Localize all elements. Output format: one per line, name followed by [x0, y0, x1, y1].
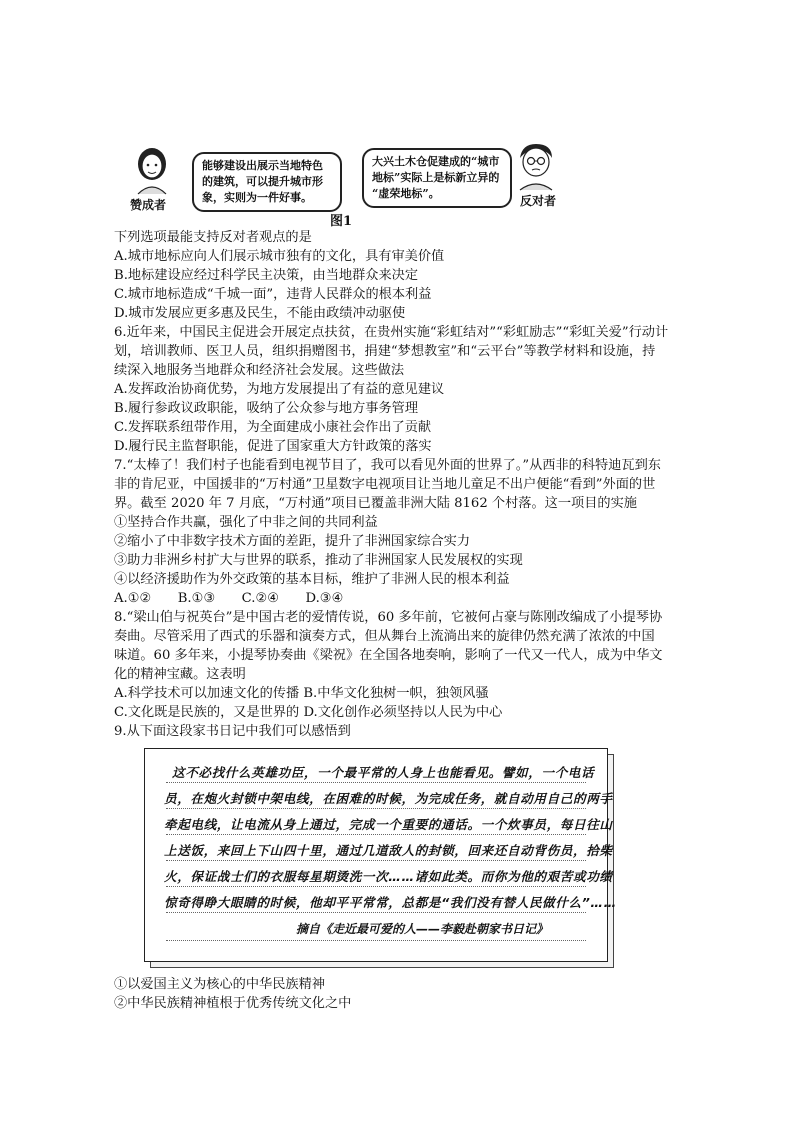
opponent-text-2: 地标”实际上是标新立异的	[372, 171, 500, 184]
diary-source: 摘自《走近最可爱的人——李毅赴朝家书日记》	[296, 922, 549, 936]
q7-item-3: ③助力非洲乡村扩大与世界的联系，推动了非洲国家人民发展权的实现	[114, 553, 523, 568]
q7-item-4: ④以经济援助作为外交政策的基本目标，维护了非洲人民的根本利益	[114, 572, 510, 587]
q6-line-1: 6.近年来，中国民主促进会开展定点扶贫，在贵州实施“彩虹结对”“彩虹励志”“彩虹关爱”行动计	[114, 325, 669, 340]
question-stem: 下列选项最能支持反对者观点的是	[114, 230, 312, 245]
q6-line-2: 划，培训教师、医卫人员，组织捐赠图书，捐建“梦想教室”和“云平台”等教学材料和设施，持	[114, 344, 656, 359]
q8-line-3: 味道。60 多年来，小提琴协奏曲《梁祝》在全国各地奏响，影响了一代又一代人，成为中华文	[114, 648, 663, 663]
diary-line-6: 惊奇得睁大眼睛的时候，他却平平常常，总都是“我们没有替人民做什么”……	[164, 895, 617, 910]
figure-1	[112, 140, 612, 229]
diary-rule	[166, 912, 586, 913]
q6-line-3: 续深入地服务当地群众和经济社会发展。这些做法	[114, 363, 405, 378]
q8-options-cd: C.文化既是民族的，又是世界的 D.文化创作必须坚持以人民为中心	[114, 705, 503, 720]
opponent-text-1: 大兴土木仓促建成的“城市	[372, 155, 500, 168]
q8-options-ab: A.科学技术可以加速文化的传播 B.中华文化独树一帜，独领风骚	[114, 686, 489, 701]
option-a: A.城市地标应向人们展示城市独有的文化，具有审美价值	[114, 249, 445, 264]
q9-stem: 9.从下面这段家书日记中我们可以感悟到	[114, 724, 351, 739]
figure-caption: 图1	[330, 214, 353, 229]
q7-item-1: ①坚持合作共赢，强化了中非之间的共同利益	[114, 515, 378, 530]
option-c: C.城市地标造成“千城一面”，违背人民群众的根本利益	[114, 287, 432, 302]
option-b: B.地标建设应经过科学民主决策，由当地群众来决定	[114, 268, 419, 283]
supporter	[130, 144, 190, 214]
diary-rule	[166, 860, 586, 861]
q6-option-a: A.发挥政治协商优势，为地方发展提出了有益的意见建议	[114, 382, 445, 397]
supporter-label: 赞成者	[130, 198, 167, 212]
diary-rule	[166, 834, 586, 835]
supporter-bubble	[192, 152, 342, 212]
q8-line-1: 8.“梁山伯与祝英台”是中国古老的爱情传说，60 多年前，它被何占豪与陈刚改编成了小提琴协	[114, 610, 663, 625]
diary-line-5: 火，保证战士们的衣服每星期烫洗一次……诸如此类。而你为他的艰苦或功绩	[164, 869, 613, 884]
q6-option-b: B.履行参政议政职能，吸纳了公众参与地方事务管理	[114, 401, 419, 416]
diary-rule	[166, 886, 586, 887]
diary-rule	[166, 808, 586, 809]
opponent-text-3: “虚荣地标”。	[372, 187, 440, 200]
supporter-text-1: 能够建设出展示当地特色	[202, 159, 323, 172]
q7-options: A.①② B.①③ C.②④ D.③④	[114, 591, 344, 606]
option-d: D.城市发展应更多惠及民生，不能由政绩冲动驱使	[114, 306, 406, 321]
opponent-bubble	[362, 148, 512, 208]
diary-excerpt	[136, 742, 616, 970]
diary-line-4: 上送饭，来回上下山四十里，通过几道敌人的封锁，回来还自动背伤员，拾柴	[164, 843, 613, 858]
diary-rule	[166, 940, 586, 941]
q7-line-3: 界。截至 2020 年 7 月底，“万村通”项目已覆盖非洲大陆 8162 个村落。这一项目的实施	[114, 496, 637, 511]
q6-option-c: C.发挥联系纽带作用，为全面建成小康社会作出了贡献	[114, 420, 432, 435]
q7-line-2: 非的肯尼亚，中国援非的“万村通”卫星数字电视项目让当地儿童足不出户便能“看到”外面的世	[114, 477, 656, 492]
q7-line-1: 7.“太棒了！我们村子也能看到电视节目了，我可以看见外面的世界了。”从西非的科特迪瓦到东	[114, 458, 661, 473]
q6-option-d: D.履行民主监督职能，促进了国家重大方针政策的落实	[114, 439, 432, 454]
q8-line-2: 奏曲。尽管采用了西式的乐器和演奏方式，但从舞台上流淌出来的旋律仍然充满了浓浓的中国	[114, 629, 655, 644]
diary-line-3: 牵起电线，让电流从身上通过，完成一个重要的通话。一个炊事员，每日往山	[164, 817, 613, 832]
supporter-icon	[130, 144, 174, 196]
supporter-text-2: 的建筑，可以提升城市形	[202, 175, 323, 188]
diary-line-1: 这不必找什么英雄功臣，一个最平常的人身上也能看见。譬如，一个电话	[172, 765, 595, 780]
opponent	[512, 140, 572, 210]
opponent-label: 反对者	[520, 194, 557, 208]
supporter-text-3: 象，实则为一件好事。	[202, 191, 312, 204]
diary-rule	[166, 782, 586, 783]
q9-item-2: ②中华民族精神植根于优秀传统文化之中	[114, 996, 352, 1011]
q8-line-4: 化的精神宝藏。这表明	[114, 667, 246, 682]
q7-item-2: ②缩小了中非数字技术方面的差距，提升了非洲国家综合实力	[114, 534, 471, 549]
opponent-icon	[512, 140, 560, 192]
diary-line-2: 员，在炮火封锁中架电线，在困难的时候，为完成任务，就自动用自己的两手	[164, 791, 613, 806]
q9-item-1: ①以爱国主义为核心的中华民族精神	[114, 977, 325, 992]
